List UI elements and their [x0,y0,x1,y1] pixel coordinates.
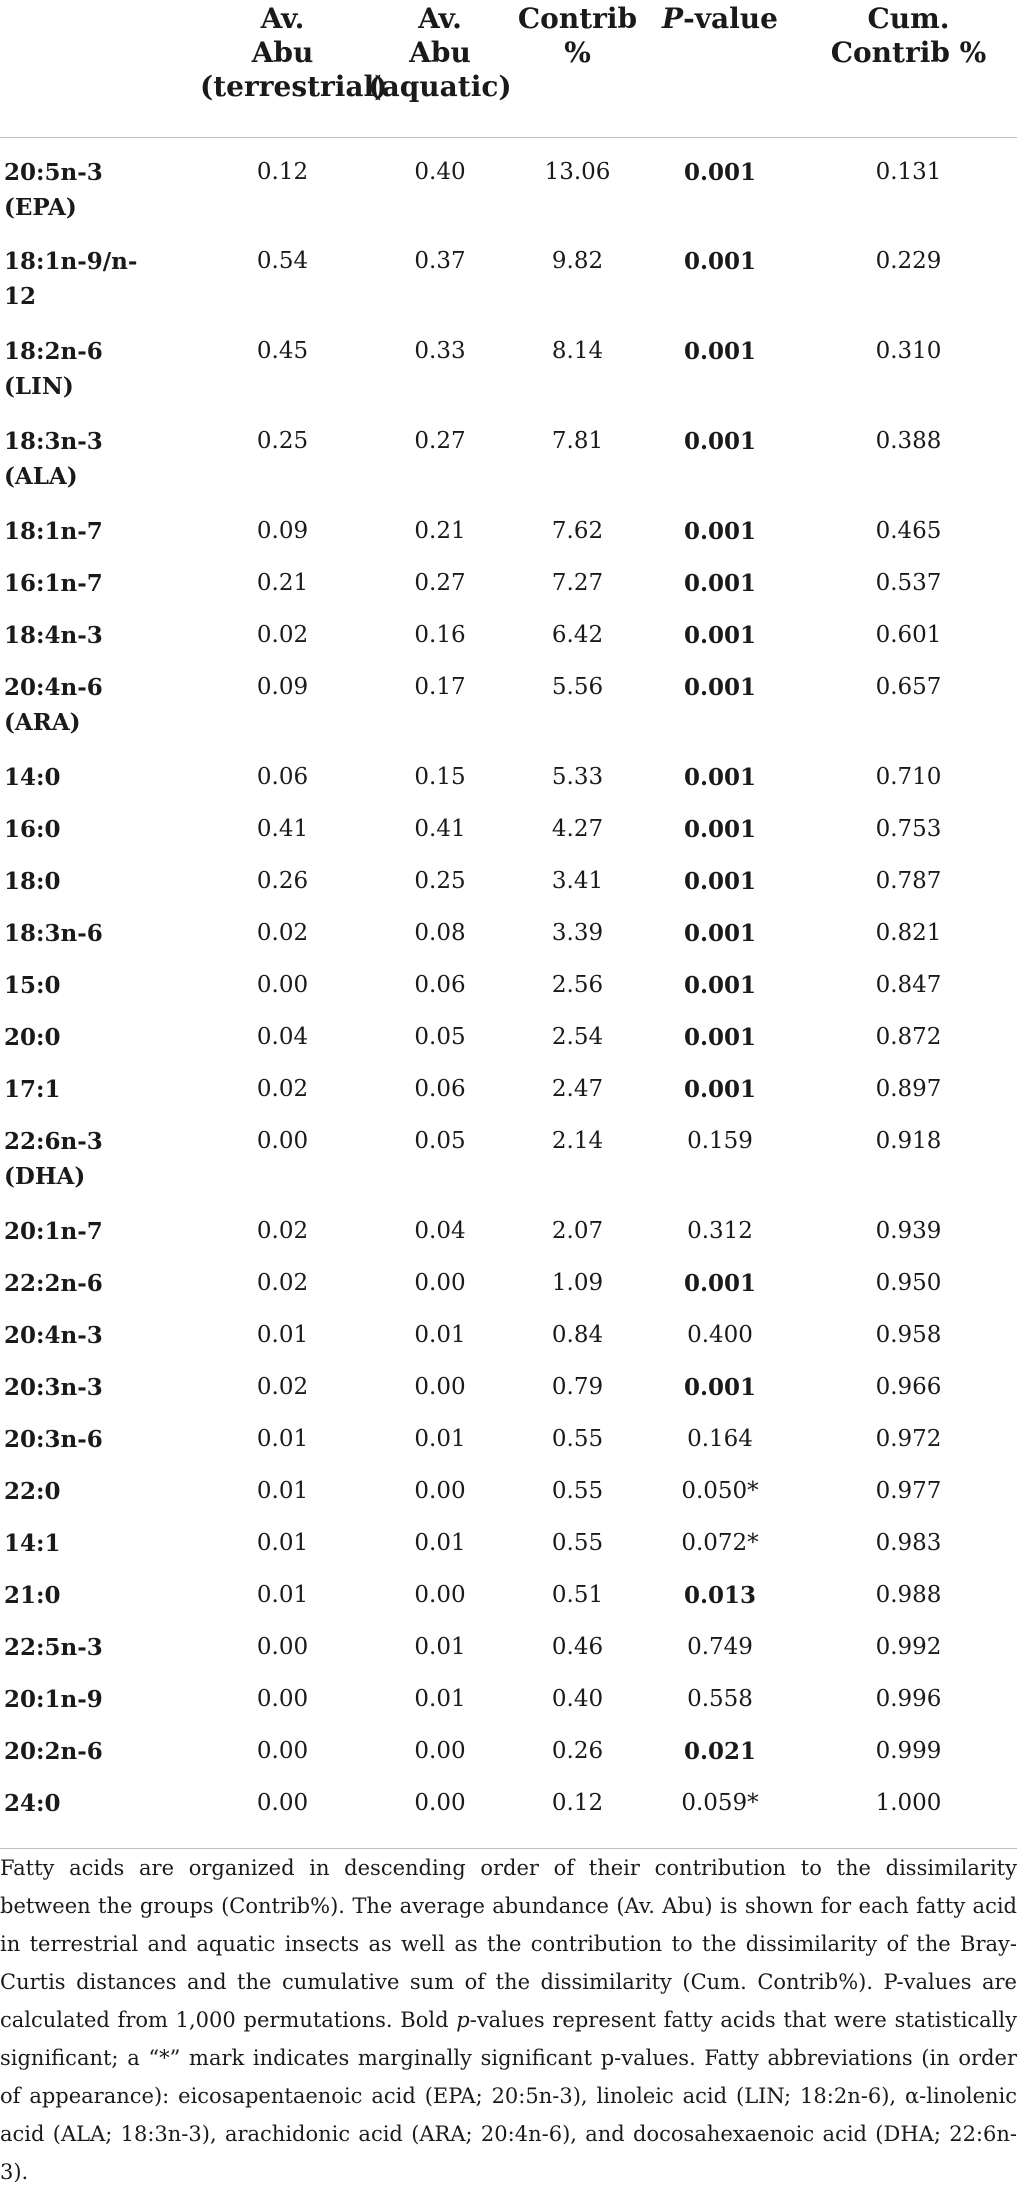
cell-av-abu-terrestrial: 0.00 [256,1686,309,1712]
cell-cum-contrib: 0.918 [875,1128,942,1154]
cell-p-value: 0.558 [687,1686,753,1712]
cell-fatty-acid: 18:1n-7 [4,518,103,545]
cell-av-abu-terrestrial: 0.54 [256,248,309,274]
cell-av-abu-aquatic: 0.01 [414,1322,466,1348]
cell-p-value: 0.001 [683,1076,757,1103]
cell-fatty-acid: 20:3n-3 [4,1374,103,1401]
cell-contrib: 0.51 [551,1582,604,1608]
cell-cum-contrib: 0.958 [875,1322,942,1348]
table-row [0,1734,1017,1786]
cell-fatty-acid: 18:1n-9/n- 12 [4,248,138,310]
cell-av-abu-terrestrial: 0.02 [256,1270,309,1296]
cell-av-abu-terrestrial: 0.00 [256,1128,309,1154]
cell-cum-contrib: 0.310 [875,338,942,364]
table-row [0,334,1017,424]
cell-av-abu-aquatic: 0.27 [414,428,466,454]
cell-av-abu-terrestrial: 0.09 [256,518,309,544]
cell-fatty-acid: 24:0 [0,1786,200,1848]
cell-contrib: 3.41 [551,868,604,894]
header-av-abu-terrestrial [200,0,388,137]
cell-av-abu-aquatic: 0.01 [414,1530,466,1556]
header-line: Abu [409,36,471,69]
table-row [0,1020,1017,1072]
table-footnote [0,1849,1017,2191]
cell-av-abu-aquatic: 0.15 [414,764,466,790]
cell-p-value: 0.001 [683,1270,757,1297]
cell-av-abu-aquatic: 0.06 [414,1076,466,1102]
footnote-text-2: -values represent fatty acids that were statistically significant; a “*” mark indicates marginally significant p-values. Fatty abbreviations (in order of appearance): eicosapentaenoic acid (EPA; 20:5n-3), linoleic acid (LIN; 18:2n-6), α-linolenic acid (ALA; 18:3n-3), arachidonic acid (ARA; 20:4n-6), and docosahexaenoic acid (DHA; 22:6n-3). [0,2008,1017,2184]
cell-cum-contrib: 0.388 [875,428,942,454]
cell-av-abu-aquatic: 0.01 [414,1634,466,1660]
table-row [0,968,1017,1020]
header-p-italic: P [662,2,684,35]
cell-p-value: 0.001 [683,764,757,791]
cell-fatty-acid: 20:0 [4,1024,61,1051]
cell-cum-contrib: 0.966 [875,1374,942,1400]
cell-cum-contrib: 0.939 [875,1218,942,1244]
cell-cum-contrib: 0.753 [875,816,942,842]
cell-cum-contrib: 0.950 [875,1270,942,1296]
table-row [0,1072,1017,1124]
cell-cum-contrib: 0.710 [875,764,942,790]
cell-contrib: 7.62 [551,518,604,544]
cell-contrib: 2.54 [551,1024,604,1050]
cell-p-value: 0.001 [683,1024,757,1051]
cell-av-abu-aquatic: 0.40 [414,158,466,185]
cell-av-abu-terrestrial: 0.21 [256,570,309,596]
cell-av-abu-terrestrial: 0.00 [256,1634,309,1660]
cell-contrib: 0.12 [515,1786,640,1848]
cell-contrib: 2.56 [551,972,604,998]
cell-fatty-acid: 22:0 [4,1478,61,1505]
cell-contrib: 5.33 [551,764,604,790]
cell-av-abu-aquatic: 0.41 [414,816,466,842]
footnote-italic-p: p [456,2008,470,2032]
header-p-rest: -value [683,2,778,35]
cell-av-abu-terrestrial: 0.06 [256,764,309,790]
cell-p-value: 0.001 [683,428,757,455]
cell-contrib: 4.27 [551,816,604,842]
cell-fatty-acid: 16:1n-7 [4,570,103,597]
cell-p-value: 0.059* [640,1786,800,1848]
cell-fatty-acid: 18:2n-6 (LIN) [4,338,103,400]
cell-p-value: 0.072* [681,1530,759,1556]
cell-cum-contrib: 0.983 [875,1530,942,1556]
table-row [0,864,1017,916]
cell-fatty-acid: 16:0 [4,816,61,843]
cell-fatty-acid: 20:2n-6 [4,1738,103,1765]
cell-contrib: 0.84 [551,1322,604,1348]
table-row [0,1124,1017,1214]
cell-p-value: 0.050* [681,1478,759,1504]
cell-av-abu-terrestrial: 0.01 [256,1322,309,1348]
cell-contrib: 6.42 [551,622,604,648]
table-row [0,1370,1017,1422]
cell-fatty-acid: 20:3n-6 [4,1426,103,1453]
table-row [0,1630,1017,1682]
cell-contrib: 7.27 [551,570,604,596]
cell-contrib: 1.09 [551,1270,604,1296]
header-line: Contrib [517,2,638,35]
cell-cum-contrib: 0.601 [875,622,942,648]
cell-av-abu-aquatic: 0.00 [365,1786,515,1848]
cell-p-value: 0.001 [683,622,757,649]
cell-cum-contrib: 0.847 [875,972,942,998]
cell-p-value: 0.001 [683,158,757,186]
cell-contrib: 8.14 [551,338,604,364]
table-row [0,1318,1017,1370]
header-av-abu-aquatic [365,0,515,137]
cell-av-abu-aquatic: 0.05 [414,1024,466,1050]
cell-av-abu-terrestrial: 0.01 [256,1478,309,1504]
cell-cum-contrib: 0.821 [875,920,942,946]
cell-av-abu-aquatic: 0.00 [414,1582,466,1608]
cell-contrib: 0.79 [551,1374,604,1400]
cell-av-abu-aquatic: 0.05 [414,1128,466,1154]
cell-p-value: 0.001 [683,248,757,275]
cell-av-abu-terrestrial: 0.45 [256,338,309,364]
footnote-text-1: Fatty acids are organized in descending order of their contribution to the dissimilarity between the groups (Contrib%). The average abundance (Av. Abu) is shown for each fatty acid in terrestrial and aquatic insects as well as the contribution to the dissimilarity of the Bray-Curtis distances and the cumulative sum of the dissimilarity (Cum. Contrib%). P-values are calculated from 1,000 permutations. Bold [0,1856,1017,2032]
cell-av-abu-aquatic: 0.00 [414,1374,466,1400]
table-row [0,670,1017,760]
table-row [0,514,1017,566]
cell-cum-contrib: 0.992 [875,1634,942,1660]
cell-p-value: 0.001 [683,518,757,545]
cell-av-abu-aquatic: 0.01 [414,1686,466,1712]
table-row [0,1214,1017,1266]
cell-p-value: 0.400 [687,1322,753,1348]
cell-contrib: 9.82 [551,248,604,274]
table-row [0,1682,1017,1734]
header-line: Av. [418,2,462,35]
cell-av-abu-aquatic: 0.17 [414,674,466,700]
cell-p-value: 0.749 [687,1634,753,1660]
table-row [0,137,1017,244]
header-line: (terrestrial) [200,70,388,103]
table-row [0,1474,1017,1526]
header-line: Av. [260,2,305,35]
cell-fatty-acid: 20:4n-6 (ARA) [4,674,103,736]
cell-av-abu-aquatic: 0.00 [414,1478,466,1504]
cell-p-value: 0.001 [683,674,757,701]
cell-av-abu-terrestrial: 0.02 [256,622,309,648]
cell-contrib: 3.39 [551,920,604,946]
cell-av-abu-terrestrial: 0.26 [256,868,309,894]
cell-cum-contrib: 0.229 [875,248,942,274]
cell-fatty-acid: 21:0 [4,1582,61,1609]
cell-av-abu-aquatic: 0.16 [414,622,466,648]
cell-contrib: 7.81 [551,428,604,454]
header-line: (aquatic) [368,70,512,103]
table-row [0,1422,1017,1474]
header-line: Contrib % [830,36,987,69]
table-row [0,566,1017,618]
header-line: % [564,36,591,69]
header-fatty-acid [0,0,200,137]
cell-av-abu-aquatic: 0.08 [414,920,466,946]
cell-av-abu-aquatic: 0.27 [414,570,466,596]
cell-contrib: 2.47 [551,1076,604,1102]
cell-contrib: 5.56 [551,674,604,700]
cell-cum-contrib: 0.996 [875,1686,942,1712]
cell-fatty-acid: 22:6n-3 (DHA) [4,1128,103,1190]
cell-av-abu-terrestrial: 0.00 [200,1786,365,1848]
cell-av-abu-terrestrial: 0.25 [256,428,309,454]
cell-fatty-acid: 20:1n-7 [4,1218,103,1245]
cell-av-abu-aquatic: 0.25 [414,868,466,894]
cell-p-value: 0.001 [683,338,757,365]
cell-cum-contrib: 0.787 [875,868,942,894]
cell-contrib: 0.55 [551,1530,604,1556]
header-cum-contrib [800,0,1017,137]
cell-cum-contrib: 0.988 [875,1582,942,1608]
cell-p-value: 0.001 [683,1374,757,1401]
cell-contrib: 0.55 [551,1478,604,1504]
cell-fatty-acid: 18:4n-3 [4,622,103,649]
cell-cum-contrib: 0.972 [875,1426,942,1452]
table-row [0,916,1017,968]
table-row [0,1786,1017,1848]
cell-p-value: 0.001 [683,920,757,947]
cell-cum-contrib: 0.897 [875,1076,942,1102]
cell-av-abu-terrestrial: 0.00 [256,972,309,998]
cell-contrib: 2.14 [551,1128,604,1154]
table-body [0,137,1017,1848]
cell-av-abu-terrestrial: 0.02 [256,1218,309,1244]
cell-p-value: 0.001 [683,972,757,999]
cell-fatty-acid: 20:4n-3 [4,1322,103,1349]
cell-fatty-acid: 22:2n-6 [4,1270,103,1297]
cell-fatty-acid: 20:1n-9 [4,1686,103,1713]
cell-cum-contrib: 1.000 [800,1786,1017,1848]
cell-av-abu-terrestrial: 0.02 [256,1076,309,1102]
cell-av-abu-terrestrial: 0.01 [256,1530,309,1556]
cell-av-abu-aquatic: 0.21 [414,518,466,544]
cell-p-value: 0.001 [683,570,757,597]
cell-contrib: 0.26 [551,1738,604,1764]
table-row [0,424,1017,514]
cell-av-abu-aquatic: 0.37 [414,248,466,274]
header-row [0,0,1017,137]
cell-cum-contrib: 0.872 [875,1024,942,1050]
table-row [0,1266,1017,1318]
cell-contrib: 0.40 [551,1686,604,1712]
table-row [0,244,1017,334]
cell-av-abu-terrestrial: 0.41 [256,816,309,842]
cell-av-abu-terrestrial: 0.00 [256,1738,309,1764]
cell-cum-contrib: 0.999 [875,1738,942,1764]
header-contrib [515,0,640,137]
cell-av-abu-aquatic: 0.06 [414,972,466,998]
header-line: Abu [251,36,314,69]
header-line: Cum. [867,2,950,35]
header-p-value [640,0,800,137]
cell-p-value: 0.001 [683,816,757,843]
cell-cum-contrib: 0.131 [875,158,942,185]
cell-contrib: 0.55 [551,1426,604,1452]
cell-av-abu-terrestrial: 0.02 [256,1374,309,1400]
cell-av-abu-terrestrial: 0.01 [256,1582,309,1608]
cell-p-value: 0.021 [683,1738,757,1765]
cell-av-abu-terrestrial: 0.01 [256,1426,309,1452]
table-row [0,618,1017,670]
cell-p-value: 0.312 [687,1218,753,1244]
cell-fatty-acid: 14:1 [4,1530,61,1557]
cell-fatty-acid: 22:5n-3 [4,1634,103,1661]
cell-fatty-acid: 18:3n-6 [4,920,103,947]
cell-p-value: 0.013 [683,1582,757,1609]
cell-av-abu-terrestrial: 0.12 [256,158,309,185]
table-row [0,812,1017,864]
cell-cum-contrib: 0.465 [875,518,942,544]
table-row [0,1526,1017,1578]
cell-fatty-acid: 15:0 [4,972,61,999]
table-row [0,760,1017,812]
cell-contrib: 0.46 [551,1634,604,1660]
cell-av-abu-aquatic: 0.33 [414,338,466,364]
cell-av-abu-aquatic: 0.00 [414,1738,466,1764]
cell-p-value: 0.001 [683,868,757,895]
table-header [0,0,1017,137]
cell-av-abu-aquatic: 0.00 [414,1270,466,1296]
cell-fatty-acid: 17:1 [4,1076,61,1103]
cell-av-abu-terrestrial: 0.02 [256,920,309,946]
cell-av-abu-aquatic: 0.04 [414,1218,466,1244]
cell-fatty-acid: 18:0 [4,868,61,895]
cell-contrib: 2.07 [551,1218,604,1244]
cell-p-value: 0.159 [687,1128,753,1154]
cell-p-value: 0.164 [687,1426,753,1452]
cell-av-abu-terrestrial: 0.09 [256,674,309,700]
cell-cum-contrib: 0.977 [875,1478,942,1504]
cell-cum-contrib: 0.537 [875,570,942,596]
cell-cum-contrib: 0.657 [875,674,942,700]
cell-av-abu-terrestrial: 0.04 [256,1024,309,1050]
table-row [0,1578,1017,1630]
cell-av-abu-aquatic: 0.01 [414,1426,466,1452]
cell-fatty-acid: 18:3n-3 (ALA) [4,428,103,490]
cell-contrib: 13.06 [544,158,611,185]
cell-fatty-acid: 14:0 [4,764,61,791]
cell-fatty-acid: 20:5n-3 (EPA) [4,158,103,221]
